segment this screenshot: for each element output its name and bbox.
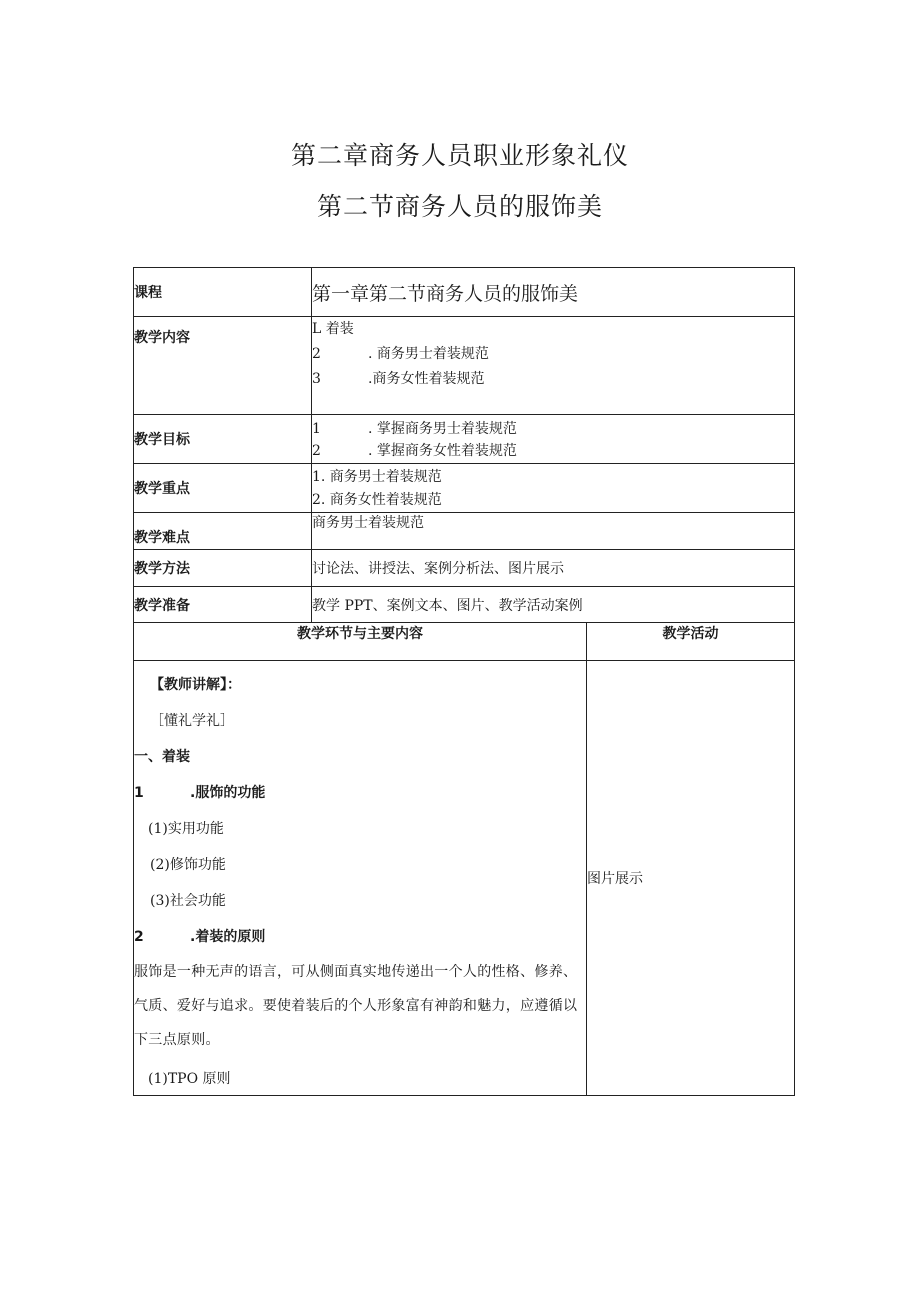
content-label: 教学内容 [134, 317, 312, 415]
methods-label: 教学方法 [134, 550, 312, 587]
methods-row [134, 550, 795, 587]
key-points-label: 教学重点 [134, 464, 312, 513]
key-point-line: 2. 商务女性着装规范 [312, 492, 442, 508]
activity-text: 图片展示 [587, 871, 643, 887]
content-line: L 着装 [312, 321, 354, 337]
goals-label: 教学目标 [134, 415, 312, 464]
learn-etiquette-label: ［懂礼学礼］ [150, 713, 234, 729]
function-item: (1)实用功能 [148, 821, 224, 837]
preparation-value: 教学 PPT、案例文本、图片、教学活动案例 [312, 587, 795, 623]
content-line: 3 .商务女性着装规范 [312, 371, 485, 387]
preparation-row [134, 587, 795, 623]
tpo-principle: (1)TPO 原则 [148, 1071, 231, 1087]
goals-row [134, 415, 795, 464]
function-item: (2)修饰功能 [150, 857, 226, 873]
dress-principle-heading: 2 .着装的原则 [134, 929, 266, 945]
goal-line: 1 . 掌握商务男士着装规范 [312, 421, 517, 437]
difficulty-value: 商务男士着装规范 [312, 513, 795, 550]
content-row [134, 317, 795, 415]
content-column-header: 教学环节与主要内容 [134, 623, 587, 661]
section-one-heading: 一、着装 [134, 749, 190, 765]
content-value [312, 317, 795, 415]
course-value: 第一章第二节商务人员的服饰美 [312, 268, 795, 317]
key-points-row [134, 464, 795, 513]
key-points-value [312, 464, 795, 513]
preparation-label: 教学准备 [134, 587, 312, 623]
process-content-cell [134, 661, 587, 1096]
content-line: 2 . 商务男士着装规范 [312, 346, 489, 362]
course-label: 课程 [134, 268, 312, 317]
chapter-title: 第二章商务人员职业形象礼仪 [290, 141, 629, 170]
difficulty-label: 教学难点 [134, 513, 312, 550]
teacher-explain-heading: 【教师讲解】： [150, 677, 241, 693]
methods-value: 讨论法、讲授法、案例分析法、图片展示 [312, 550, 795, 587]
principle-paragraph: 服饰是一种无声的语言，可从侧面真实地传递出一个人的性格、修养、气质、爱好与追求。要使着装后的个人形象富有神韵和魅力，应遵循以下三点原则。 [134, 964, 578, 1048]
lesson-plan-table [133, 267, 795, 1096]
goals-value [312, 415, 795, 464]
goal-line: 2 . 掌握商务女性着装规范 [312, 443, 517, 459]
course-row [134, 268, 795, 317]
key-point-line: 1. 商务男士着装规范 [312, 469, 442, 485]
process-body-row [134, 661, 795, 1096]
difficulty-row [134, 513, 795, 550]
clothing-function-heading: 1 .服饰的功能 [134, 785, 266, 801]
process-header-row [134, 623, 795, 661]
function-item: (3)社会功能 [150, 893, 226, 909]
section-title: 第二节商务人员的服饰美 [316, 192, 603, 221]
activity-column-header: 教学活动 [587, 623, 795, 661]
activity-cell [587, 661, 795, 1096]
